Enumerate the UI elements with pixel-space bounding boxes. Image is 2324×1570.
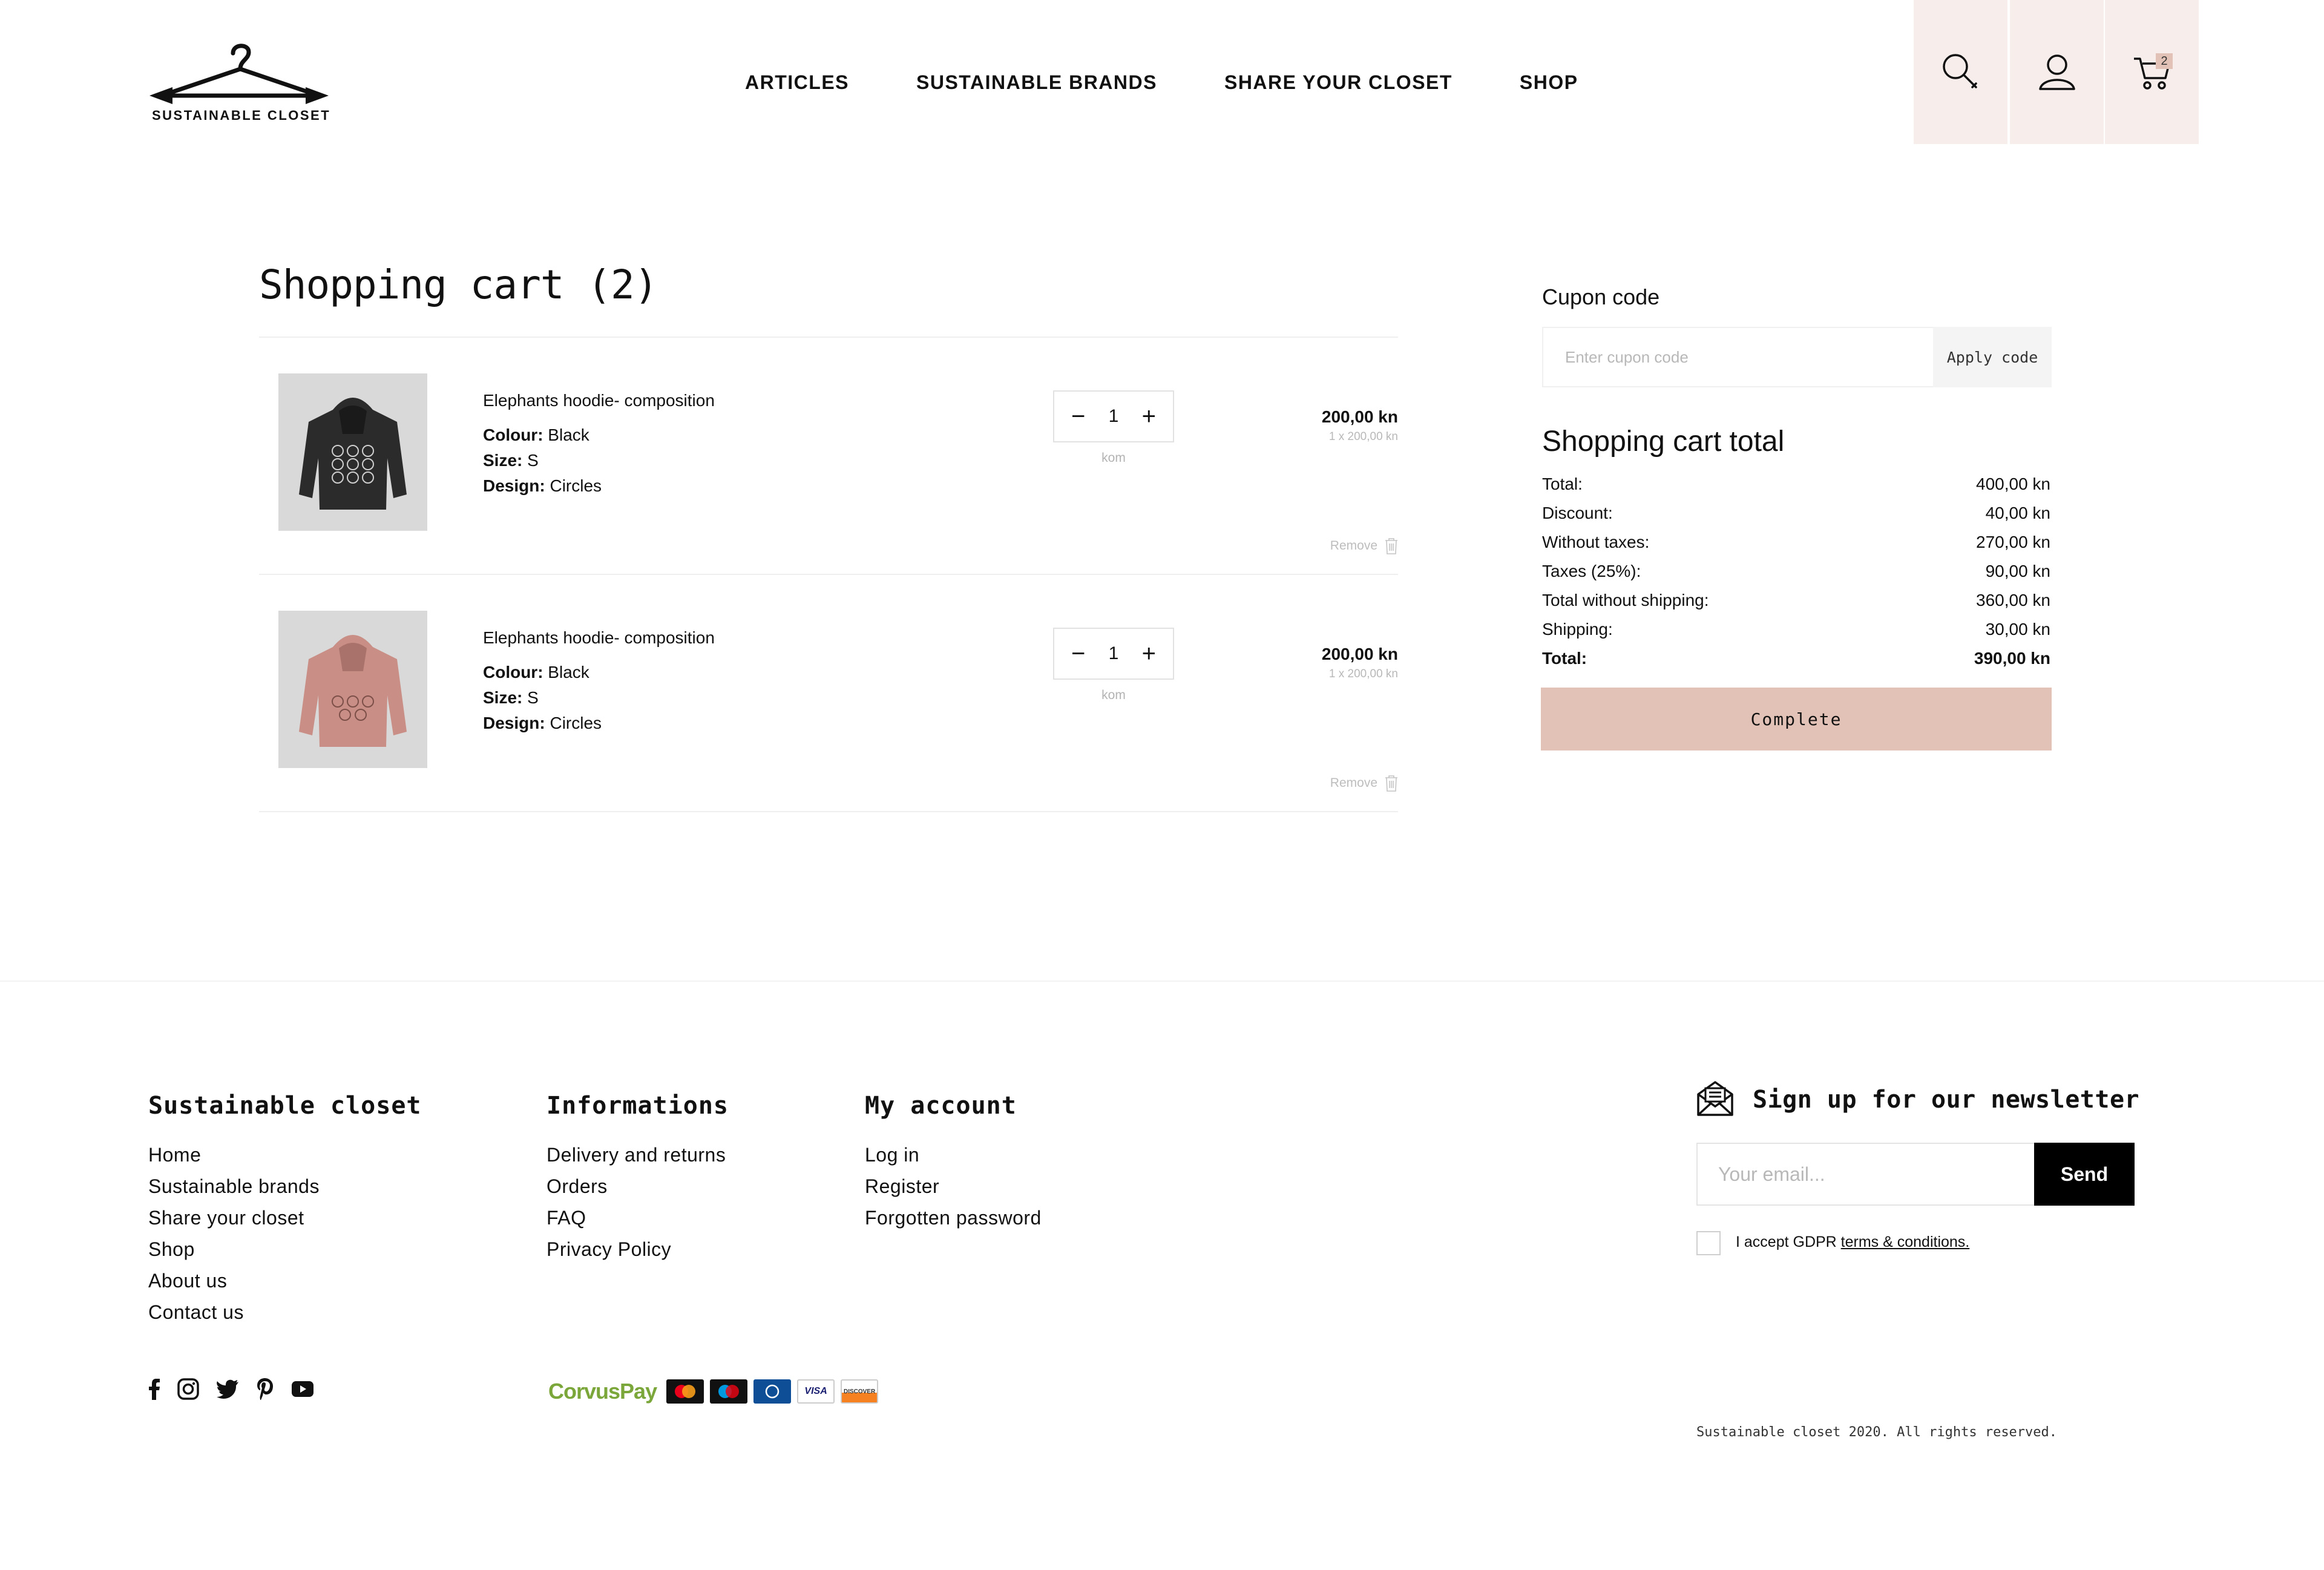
- footer-link-home[interactable]: Home: [148, 1144, 202, 1166]
- footer-links-main: [148, 1139, 320, 1328]
- colour-value: Black: [543, 663, 589, 682]
- product-name[interactable]: Elephants hoodie- composition: [483, 628, 715, 647]
- summary-row-without-shipping: [1542, 591, 2050, 610]
- trash-icon: [1385, 775, 1398, 792]
- twitter-icon[interactable]: [216, 1379, 239, 1402]
- facebook-icon[interactable]: [148, 1378, 160, 1403]
- footer-heading-my-account: My account: [865, 1092, 1017, 1120]
- size-value: S: [522, 451, 539, 470]
- design-label: Design:: [483, 476, 545, 495]
- summary-value: 360,00 kn: [1976, 591, 2050, 609]
- nav-share-your-closet[interactable]: SHARE YOUR CLOSET: [1224, 71, 1452, 93]
- quantity-value[interactable]: 1: [1108, 643, 1119, 663]
- newsletter-envelope-icon: [1696, 1081, 1735, 1119]
- main-nav: [745, 71, 1646, 96]
- size-value: S: [522, 688, 539, 707]
- hoodie-image: [278, 373, 427, 531]
- gdpr-terms-link[interactable]: terms & conditions.: [1840, 1233, 1970, 1250]
- cart-divider: [259, 337, 1398, 338]
- coupon-input[interactable]: [1542, 327, 1933, 387]
- summary-row-without-taxes: [1542, 533, 2050, 552]
- summary-value: 270,00 kn: [1976, 533, 2050, 551]
- summary-value: 30,00 kn: [1985, 620, 2050, 639]
- footer-link-share-your-closet[interactable]: Share your closet: [148, 1207, 304, 1229]
- quantity-stepper: [1053, 390, 1174, 442]
- youtube-icon[interactable]: [291, 1381, 314, 1401]
- item-unit-price: 1 x 200,00 kn: [1328, 668, 1398, 680]
- quantity-value[interactable]: 1: [1108, 406, 1119, 426]
- summary-row-discount: [1542, 504, 2050, 523]
- increase-button[interactable]: +: [1141, 403, 1156, 430]
- footer-link-faq[interactable]: FAQ: [547, 1207, 586, 1229]
- apply-code-button[interactable]: Apply code: [1933, 327, 2052, 387]
- account-button[interactable]: [2010, 0, 2104, 144]
- newsletter-send-button[interactable]: Send: [2034, 1143, 2135, 1206]
- newsletter-title: Sign up for our newsletter: [1753, 1086, 2140, 1114]
- item-unit-price: 1 x 200,00 kn: [1328, 430, 1398, 443]
- gdpr-checkbox[interactable]: [1696, 1231, 1721, 1255]
- footer-link-register[interactable]: Register: [865, 1175, 940, 1197]
- newsletter-email-input[interactable]: [1696, 1143, 2034, 1206]
- trash-icon: [1385, 537, 1398, 554]
- footer-link-sustainable-brands[interactable]: Sustainable brands: [148, 1175, 320, 1197]
- hanger-logo-icon: [148, 40, 330, 107]
- footer-link-contact-us[interactable]: Contact us: [148, 1301, 244, 1323]
- summary-value: 40,00 kn: [1985, 504, 2050, 522]
- item-price: 200,00 kn: [1321, 645, 1398, 663]
- item-price: 200,00 kn: [1321, 407, 1398, 426]
- diners-icon: [753, 1379, 791, 1404]
- product-name[interactable]: Elephants hoodie- composition: [483, 391, 715, 410]
- product-image[interactable]: [278, 611, 427, 768]
- quantity-unit: kom: [1101, 688, 1126, 702]
- payment-methods: [548, 1379, 878, 1404]
- pinterest-icon[interactable]: [256, 1378, 274, 1404]
- search-icon: [1941, 52, 1981, 92]
- size-label: Size:: [483, 451, 523, 470]
- complete-button[interactable]: Complete: [1541, 688, 2052, 751]
- summary-label: Taxes (25%):: [1542, 562, 1641, 580]
- summary-label: Discount:: [1542, 504, 1613, 522]
- colour-label: Colour:: [483, 425, 543, 444]
- footer-heading-informations: Informations: [547, 1092, 729, 1120]
- remove-label: Remove: [1330, 776, 1377, 790]
- cart-button[interactable]: [2105, 0, 2199, 144]
- discover-icon: DISCOVER: [841, 1379, 878, 1404]
- design-value: Circles: [545, 714, 602, 732]
- product-design: [483, 714, 602, 733]
- footer-links-account: [865, 1139, 1042, 1233]
- product-size: [483, 688, 539, 708]
- size-label: Size:: [483, 688, 523, 707]
- summary-value: 400,00 kn: [1976, 475, 2050, 493]
- product-size: [483, 451, 539, 470]
- social-links: [148, 1378, 314, 1404]
- product-colour: [483, 425, 589, 445]
- mastercard-icon: [666, 1379, 704, 1404]
- decrease-button[interactable]: −: [1071, 403, 1086, 430]
- footer-link-orders[interactable]: Orders: [547, 1175, 608, 1197]
- increase-button[interactable]: +: [1141, 640, 1156, 667]
- page-title: Shopping cart (2): [259, 261, 658, 308]
- instagram-icon[interactable]: [177, 1378, 199, 1403]
- footer-divider: [0, 980, 2324, 982]
- footer-link-privacy[interactable]: Privacy Policy: [547, 1238, 672, 1260]
- colour-label: Colour:: [483, 663, 543, 682]
- design-label: Design:: [483, 714, 545, 732]
- design-value: Circles: [545, 476, 602, 495]
- summary-value: 90,00 kn: [1985, 562, 2050, 580]
- colour-value: Black: [543, 425, 589, 444]
- hoodie-image: [278, 611, 427, 768]
- footer-link-forgotten-password[interactable]: Forgotten password: [865, 1207, 1042, 1229]
- summary-row-taxes: [1542, 562, 2050, 581]
- footer-links-info: [547, 1139, 726, 1265]
- maestro-icon: [710, 1379, 747, 1404]
- remove-label: Remove: [1330, 539, 1377, 553]
- copyright: Sustainable closet 2020. All rights reserved.: [1696, 1425, 2058, 1440]
- summary-value: 390,00 kn: [1974, 649, 2050, 668]
- summary-row-total: [1542, 475, 2050, 494]
- footer-link-about-us[interactable]: About us: [148, 1270, 228, 1292]
- summary-label: Shipping:: [1542, 620, 1613, 639]
- quantity-stepper: [1053, 628, 1174, 680]
- coupon-label: Cupon code: [1542, 284, 1660, 309]
- product-colour: [483, 663, 589, 682]
- summary-label: Total:: [1542, 475, 1583, 493]
- cart-divider: [259, 811, 1398, 812]
- cart-count-badge: 2: [2156, 53, 2173, 69]
- logo-text: SUSTAINABLE CLOSET: [152, 108, 331, 123]
- remove-button[interactable]: [1301, 775, 1398, 792]
- visa-icon: VISA: [797, 1379, 835, 1404]
- decrease-button[interactable]: −: [1071, 640, 1086, 667]
- footer-link-delivery[interactable]: Delivery and returns: [547, 1144, 726, 1166]
- search-button[interactable]: [1914, 0, 2007, 144]
- nav-sustainable-brands[interactable]: SUSTAINABLE BRANDS: [916, 71, 1157, 93]
- summary-label: Total without shipping:: [1542, 591, 1709, 609]
- gdpr-text: I accept GDPR: [1736, 1233, 1841, 1250]
- product-image[interactable]: [278, 373, 427, 531]
- nav-articles[interactable]: ARTICLES: [745, 71, 849, 93]
- cart-total-title: Shopping cart total: [1542, 425, 1785, 458]
- footer-heading-sustainable-closet: Sustainable closet: [148, 1092, 422, 1120]
- summary-label: Total:: [1542, 649, 1587, 668]
- quantity-unit: kom: [1101, 451, 1126, 465]
- user-icon: [2038, 53, 2076, 91]
- remove-button[interactable]: [1301, 537, 1398, 554]
- cart-divider: [259, 574, 1398, 575]
- footer-link-shop[interactable]: Shop: [148, 1238, 195, 1260]
- product-design: [483, 476, 602, 496]
- summary-row-grand-total: [1542, 649, 2050, 668]
- footer-link-log-in[interactable]: Log in: [865, 1144, 920, 1166]
- summary-row-shipping: [1542, 620, 2050, 639]
- gdpr-label: [1736, 1233, 1969, 1251]
- nav-shop[interactable]: SHOP: [1519, 71, 1578, 93]
- summary-label: Without taxes:: [1542, 533, 1650, 551]
- logo[interactable]: [148, 40, 330, 131]
- corvuspay-logo: CorvusPay: [548, 1379, 657, 1404]
